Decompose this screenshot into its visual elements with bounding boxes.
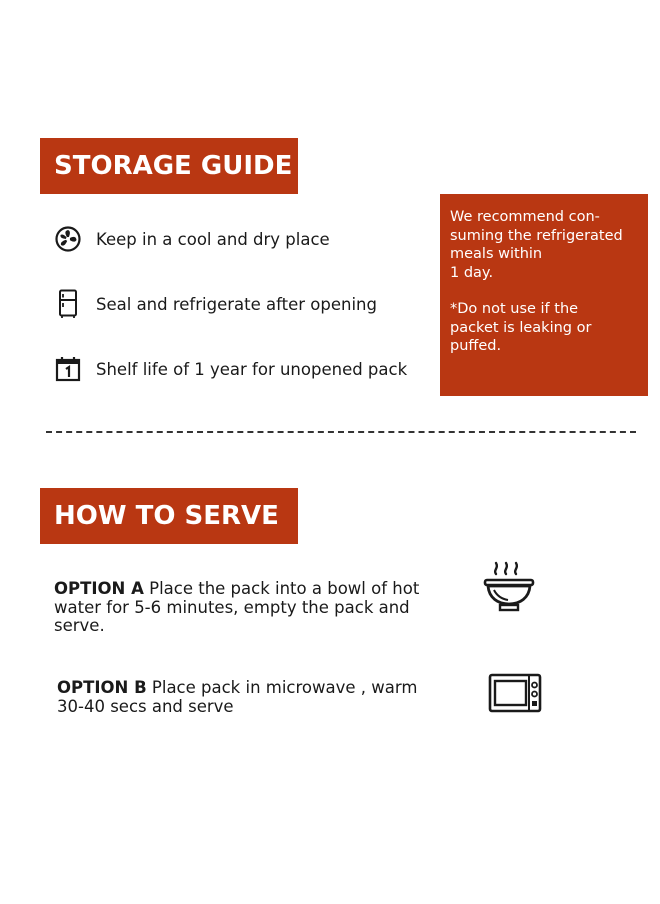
note-line: meals within <box>450 246 543 262</box>
fan-icon <box>54 225 82 253</box>
storage-guide-heading: STORAGE GUIDE <box>40 138 298 194</box>
storage-item-refrigerate <box>54 289 377 319</box>
storage-item-text: Shelf life of 1 year for unopened pack <box>96 359 408 379</box>
note-line: 1 day. <box>450 264 494 281</box>
fridge-icon <box>54 290 82 318</box>
option-b-label: OPTION B <box>57 678 147 697</box>
note-line: *Do not use if the <box>450 301 579 317</box>
hot-bowl-icon <box>480 560 538 616</box>
option-b-line: 30-40 secs and serve <box>57 696 234 716</box>
section-divider <box>46 431 636 433</box>
option-b-instructions <box>57 679 447 716</box>
refrigeration-note <box>440 194 648 396</box>
storage-item-text: Keep in a cool and dry place <box>96 229 330 249</box>
note-line: puffed. <box>450 338 502 354</box>
option-a-line: Place the pack into a bowl of hot <box>143 579 420 598</box>
option-a-line: serve. <box>54 616 105 635</box>
option-a-line: water for 5-6 minutes, empty the pack and <box>54 597 410 617</box>
storage-item-cool-dry <box>54 224 330 254</box>
note-warning <box>450 300 638 356</box>
note-line: packet is leaking or <box>450 319 592 336</box>
option-a-instructions <box>54 580 454 636</box>
option-b-line: Place pack in microwave , warm <box>146 678 418 697</box>
option-a-label: OPTION A <box>54 579 144 598</box>
note-line: suming the refrigerated <box>450 227 623 244</box>
how-to-serve-heading: HOW TO SERVE <box>40 488 298 544</box>
note-recommendation <box>450 208 638 282</box>
note-line: We recommend con- <box>450 209 600 225</box>
microwave-icon <box>488 673 544 715</box>
calendar-icon <box>54 355 82 383</box>
storage-item-shelf-life <box>54 354 407 384</box>
storage-item-text: Seal and refrigerate after opening <box>96 294 377 314</box>
